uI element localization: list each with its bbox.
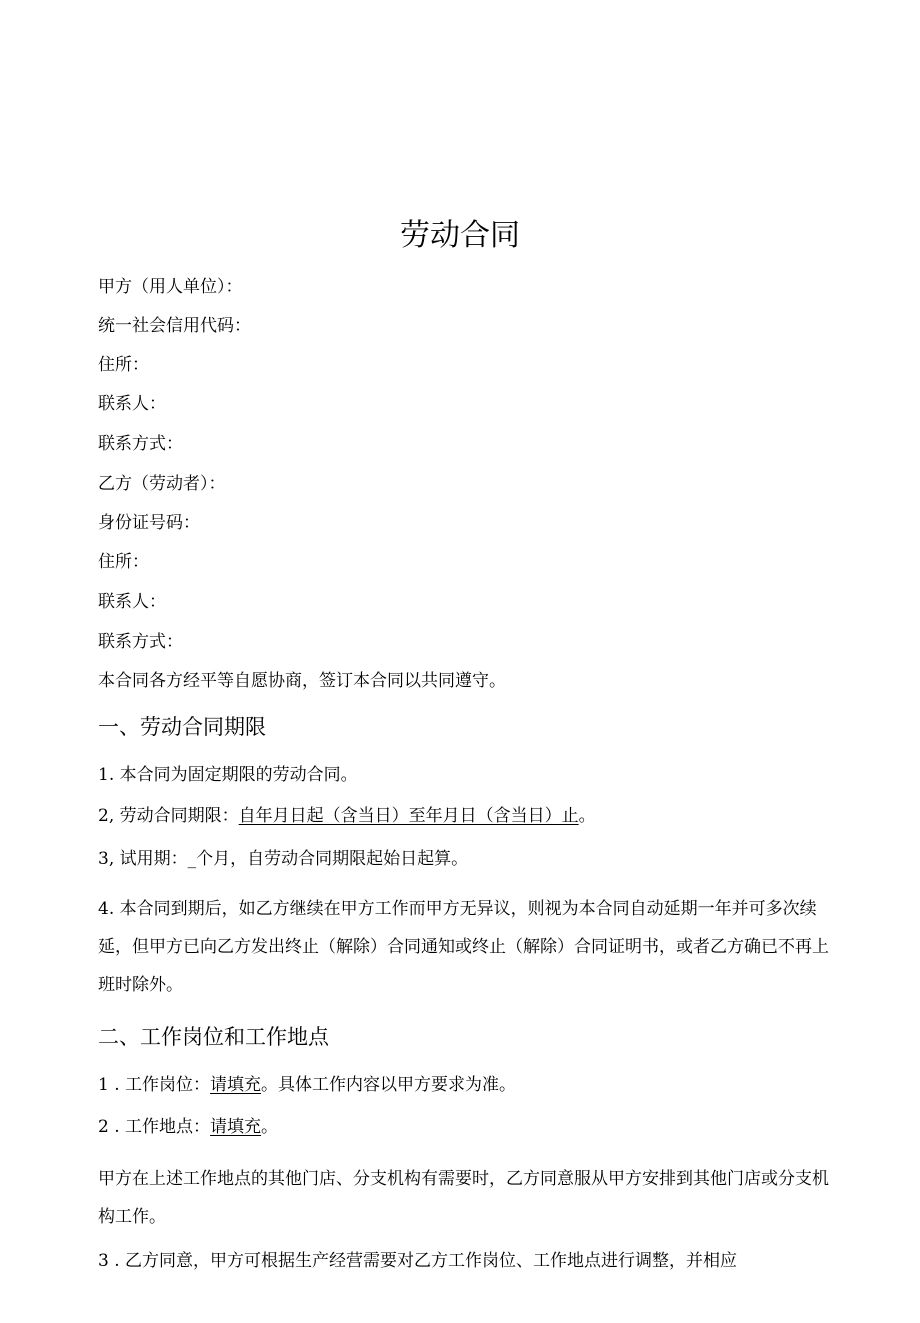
- party-a-credit-code-label: 统一社会信用代码：: [98, 316, 251, 336]
- document-title: 劳动合同: [400, 218, 520, 253]
- party-a-contact-method-label: 联系方式：: [98, 434, 183, 454]
- job-position-suffix: 。具体工作内容以甲方要求为准。: [261, 1075, 517, 1095]
- party-a-contact-person-label: 联系人：: [98, 394, 166, 414]
- section-1-clause-3: 3, 试用期：_个月，自劳动合同期限起始日起算。: [98, 849, 469, 869]
- clause-2-prefix: 2, 劳动合同期限：: [98, 806, 239, 826]
- section-2-clause-2: [98, 1112, 278, 1137]
- clause-2-suffix: 。: [578, 806, 596, 826]
- work-location-prefix: 2 . 工作地点：: [98, 1117, 211, 1137]
- section-1-clause-2: [98, 801, 596, 826]
- party-b-contact-person-label: 联系人：: [98, 592, 166, 612]
- section-2-note: 甲方在上述工作地点的其他门店、分支机构有需要时，乙方同意服从甲方安排到其他门店或分支机构工作。: [98, 1169, 829, 1227]
- section-1-heading: 一、劳动合同期限: [98, 715, 266, 739]
- party-a-address-label: 住所：: [98, 355, 149, 375]
- job-position-prefix: 1 . 工作岗位：: [98, 1075, 211, 1095]
- section-2-clause-3: 3 . 乙方同意，甲方可根据生产经营需要对乙方工作岗位、工作地点进行调整，并相应: [98, 1251, 738, 1271]
- job-position-field: 请填充: [210, 1075, 262, 1095]
- work-location-field: 请填充: [210, 1117, 262, 1137]
- party-b-id-label: 身份证号码：: [98, 513, 200, 533]
- party-b-name-label: 乙方（劳动者）：: [98, 474, 226, 494]
- contract-term-field: 自年月日起（含当日）至年月日（含当日）止: [238, 806, 579, 826]
- preamble-text: 本合同各方经平等自愿协商，签订本合同以共同遵守。: [98, 671, 506, 691]
- section-1-clause-4: 4. 本合同到期后，如乙方继续在甲方工作而甲方无异议，则视为本合同自动延期一年并可多次续延，但甲方已向乙方发出终止（解除）合同通知或终止（解除）合同证明书，或者乙方确已不再上班时除外。: [98, 899, 829, 995]
- party-a-name-label: 甲方（用人单位）：: [98, 277, 243, 297]
- section-2-heading: 二、工作岗位和工作地点: [98, 1025, 329, 1049]
- work-location-suffix: 。: [261, 1117, 279, 1137]
- party-b-address-label: 住所：: [98, 552, 149, 572]
- section-2-clause-1: [98, 1070, 516, 1095]
- section-1-clause-1: 1. 本合同为固定期限的劳动合同。: [98, 765, 358, 785]
- party-b-contact-method-label: 联系方式：: [98, 632, 183, 652]
